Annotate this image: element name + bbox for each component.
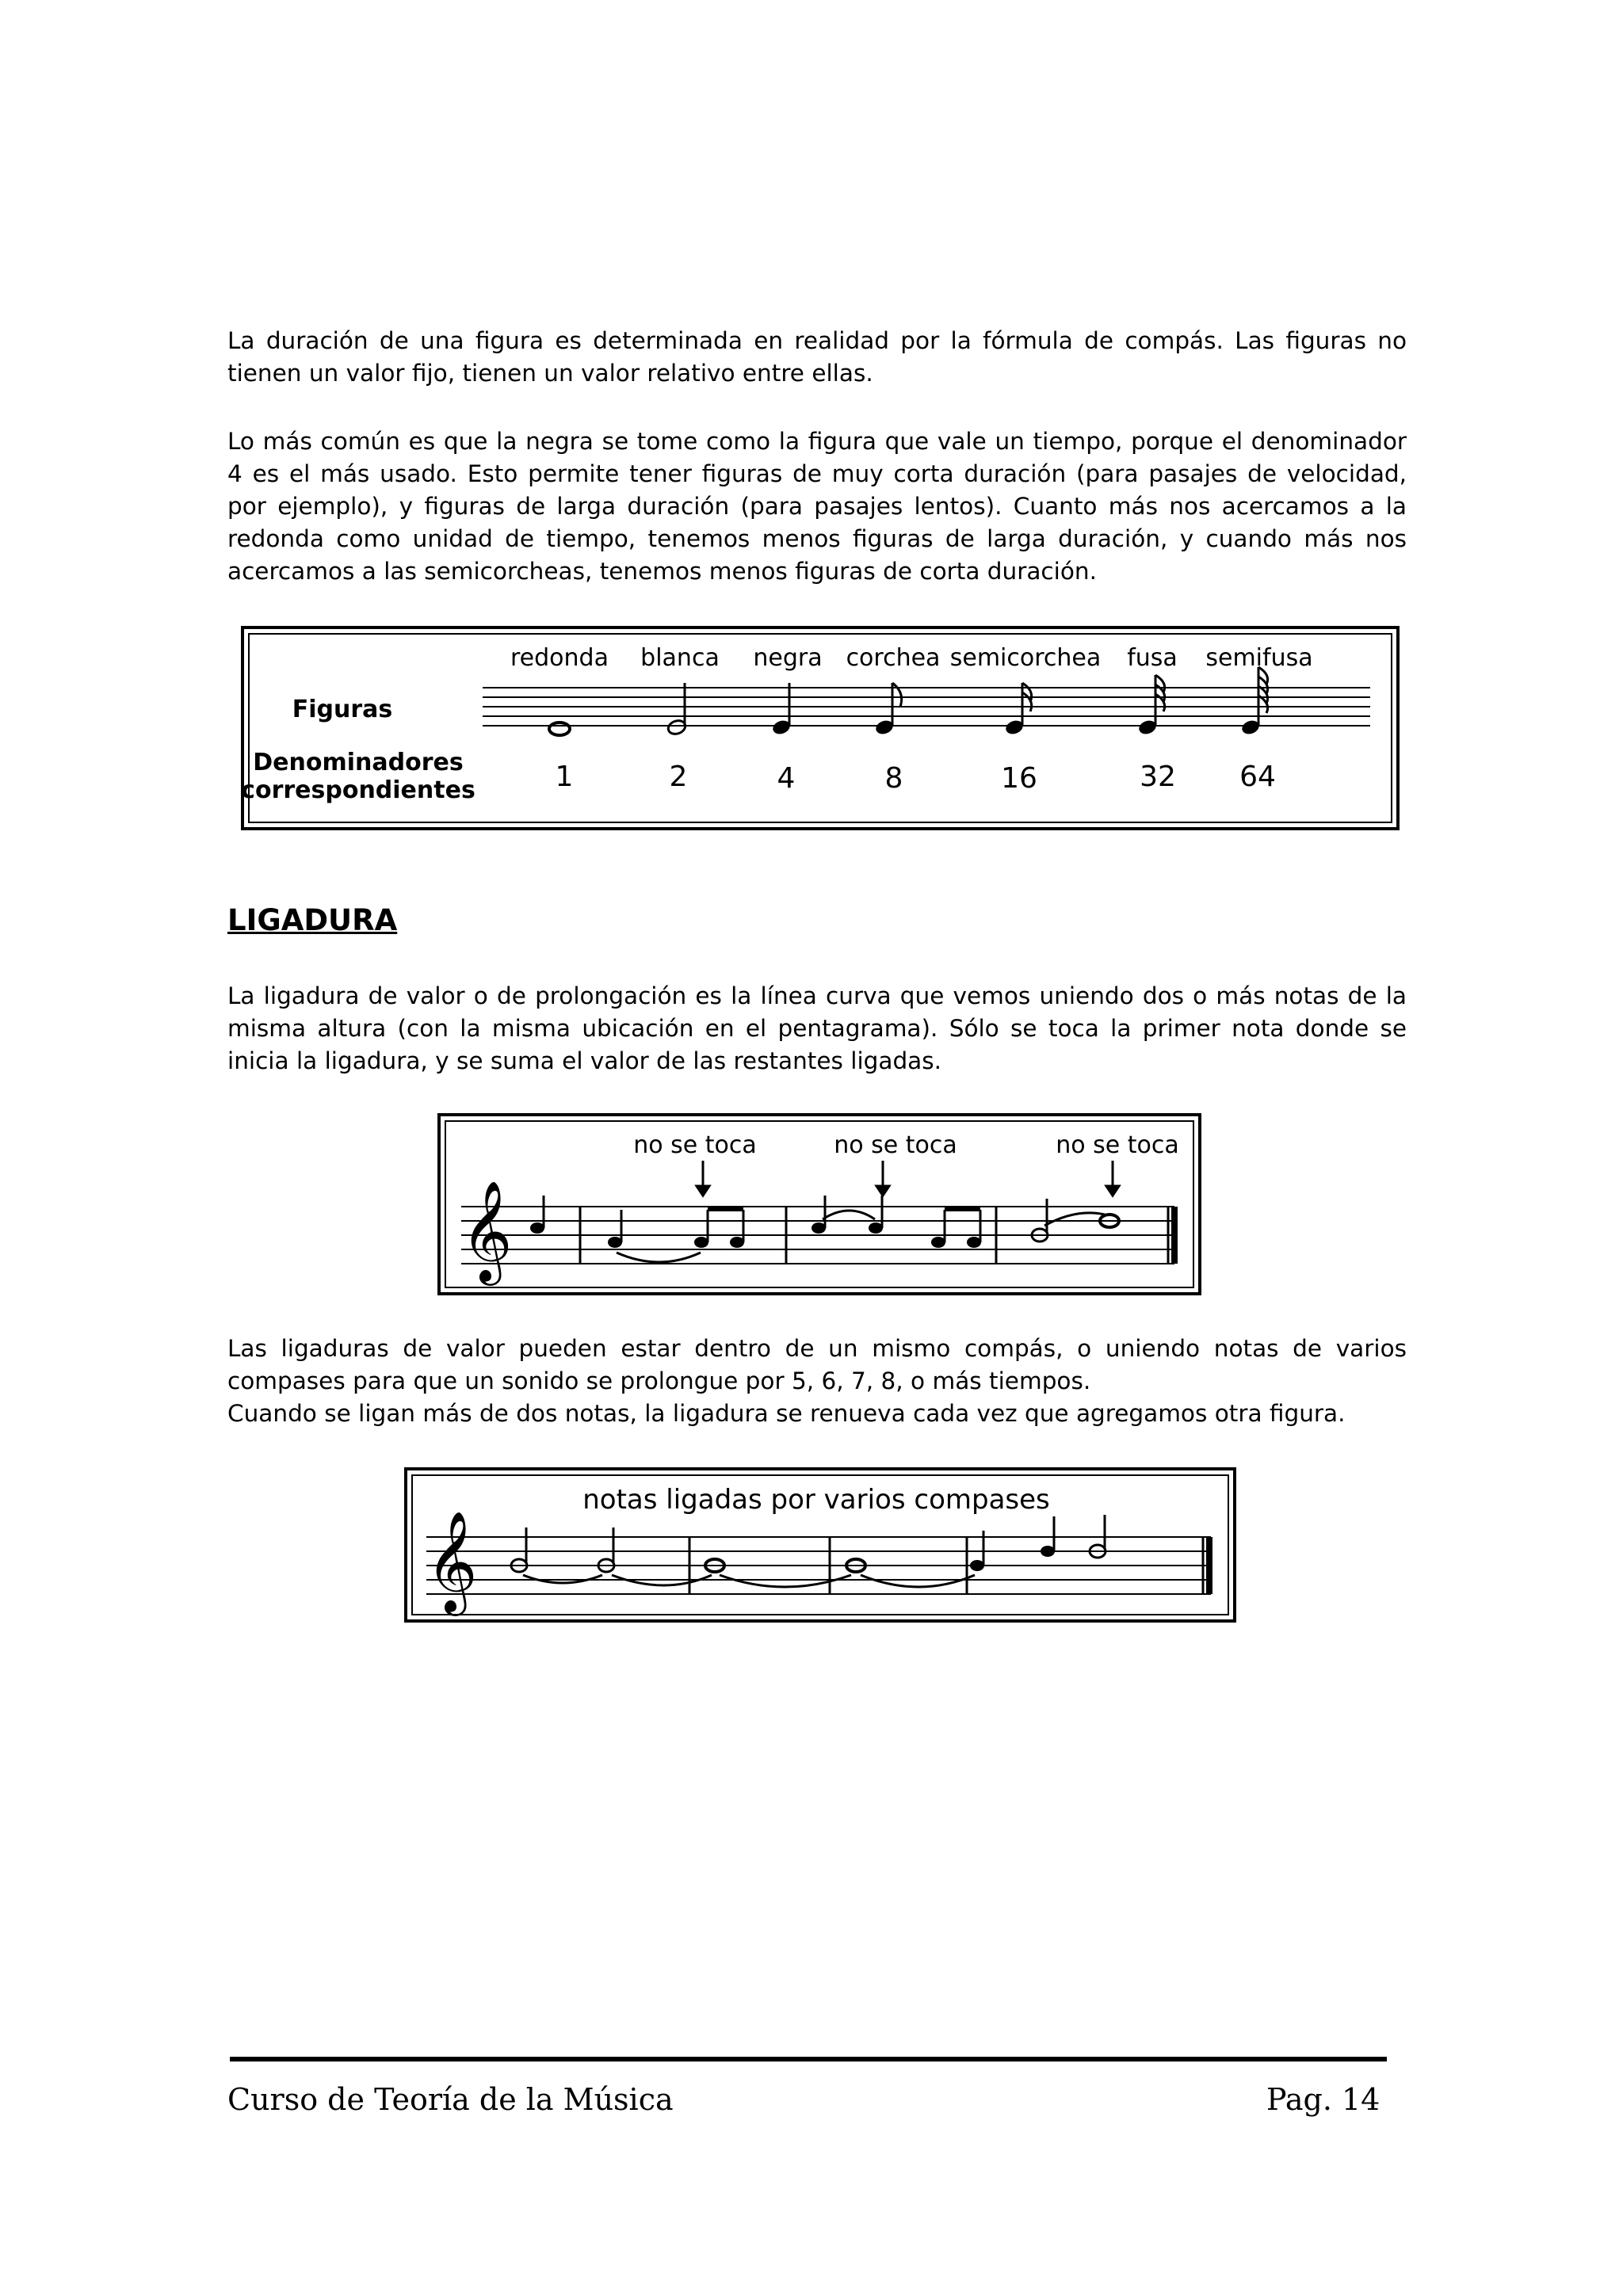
- annotation-no-se-toca-2: no se toca: [834, 1131, 957, 1159]
- note-redonda: [549, 723, 570, 735]
- treble-clef-icon: 𝄞: [426, 1510, 478, 1611]
- figure-name-corchea: corchea: [846, 644, 941, 672]
- ligadura-varios-compases-figure: [404, 1467, 1236, 1623]
- footer-page-number: Pag. 14: [1266, 2082, 1381, 2117]
- arrow-icon: [697, 1161, 1119, 1196]
- figure-name-semifusa: semifusa: [1205, 644, 1313, 672]
- note-fusa: [1137, 675, 1165, 736]
- footer-title: Curso de Teoría de la Música: [227, 2082, 674, 2117]
- denominator-16: 16: [1001, 762, 1037, 795]
- heading-ligadura: LIGADURA: [227, 903, 398, 937]
- figures-denominators-figure: [241, 626, 1400, 830]
- row-label-denominadores: Denominadores: [253, 749, 464, 776]
- paragraph-duracion: La duración de una figura es determinada en realidad por la fórmula de compás. Las figuras no tienen un valor fijo, tienen un valor relativo entre ellas.: [227, 327, 1407, 387]
- denominator-2: 2: [669, 761, 688, 793]
- note-corchea: [874, 683, 902, 736]
- denominator-64: 64: [1239, 761, 1276, 793]
- music-notes: [530, 1196, 1119, 1262]
- row-label-correspondientes: correspondientes: [241, 776, 475, 804]
- treble-clef-icon: 𝄞: [460, 1180, 513, 1281]
- figure-caption: notas ligadas por varios compases: [582, 1484, 1050, 1516]
- row-label-figuras: Figuras: [292, 696, 393, 723]
- note-negra: [771, 683, 792, 736]
- ligadura-example-figure: [437, 1113, 1201, 1295]
- paragraph-ligadura-definicion: La ligadura de valor o de prolongación es la línea curva que vemos uniendo dos o más notas de la misma altura (con la misma ubicación en el pentagrama). Sólo se toca la primer nota donde se inicia la ligadura, y se suma el valor de las restantes ligadas.: [227, 982, 1407, 1074]
- figure-name-semicorchea: semicorchea: [949, 644, 1102, 672]
- paragraph-ligaduras-compases: Las ligaduras de valor pueden estar dentro de un mismo compás, o uniendo notas de varios compases para que un sonido se prolongue por 5, 6, 7, 8, o más tiempos.: [227, 1335, 1407, 1394]
- annotation-no-se-toca-1: no se toca: [633, 1131, 757, 1159]
- figure-name-fusa: fusa: [1127, 644, 1178, 672]
- figure-name-blanca: blanca: [640, 644, 720, 672]
- denominator-8: 8: [884, 762, 903, 795]
- denominator-4: 4: [777, 762, 796, 795]
- note-blanca: [666, 683, 687, 736]
- figure-name-negra: negra: [753, 644, 823, 672]
- note-semicorchea: [1004, 683, 1032, 736]
- annotation-no-se-toca-3: no se toca: [1056, 1131, 1179, 1159]
- denominator-1: 1: [555, 761, 574, 793]
- paragraph-negra-tiempo: Lo más común es que la negra se tome como la figura que vale un tiempo, porque el denominador 4 es el más usado. Esto permite tener figuras de muy corta duración (para pasajes de velocidad, por ejemplo), y figuras de larga duración (para pasajes lentos). Cuanto más nos acercamos a la redonda como unidad de tiempo, tenemos menos figuras de larga duración, y cuando más nos acercamos a las semicorcheas, tenemos menos figuras de corta duración.: [227, 428, 1407, 585]
- staff-lines: [483, 688, 1370, 726]
- denominator-32: 32: [1140, 761, 1176, 793]
- footer-rule: [230, 2057, 1387, 2061]
- paragraph-ligaduras-renueva: Cuando se ligan más de dos notas, la ligadura se renueva cada vez que agregamos otra figura.: [227, 1400, 1346, 1427]
- figure-name-redonda: redonda: [510, 644, 609, 672]
